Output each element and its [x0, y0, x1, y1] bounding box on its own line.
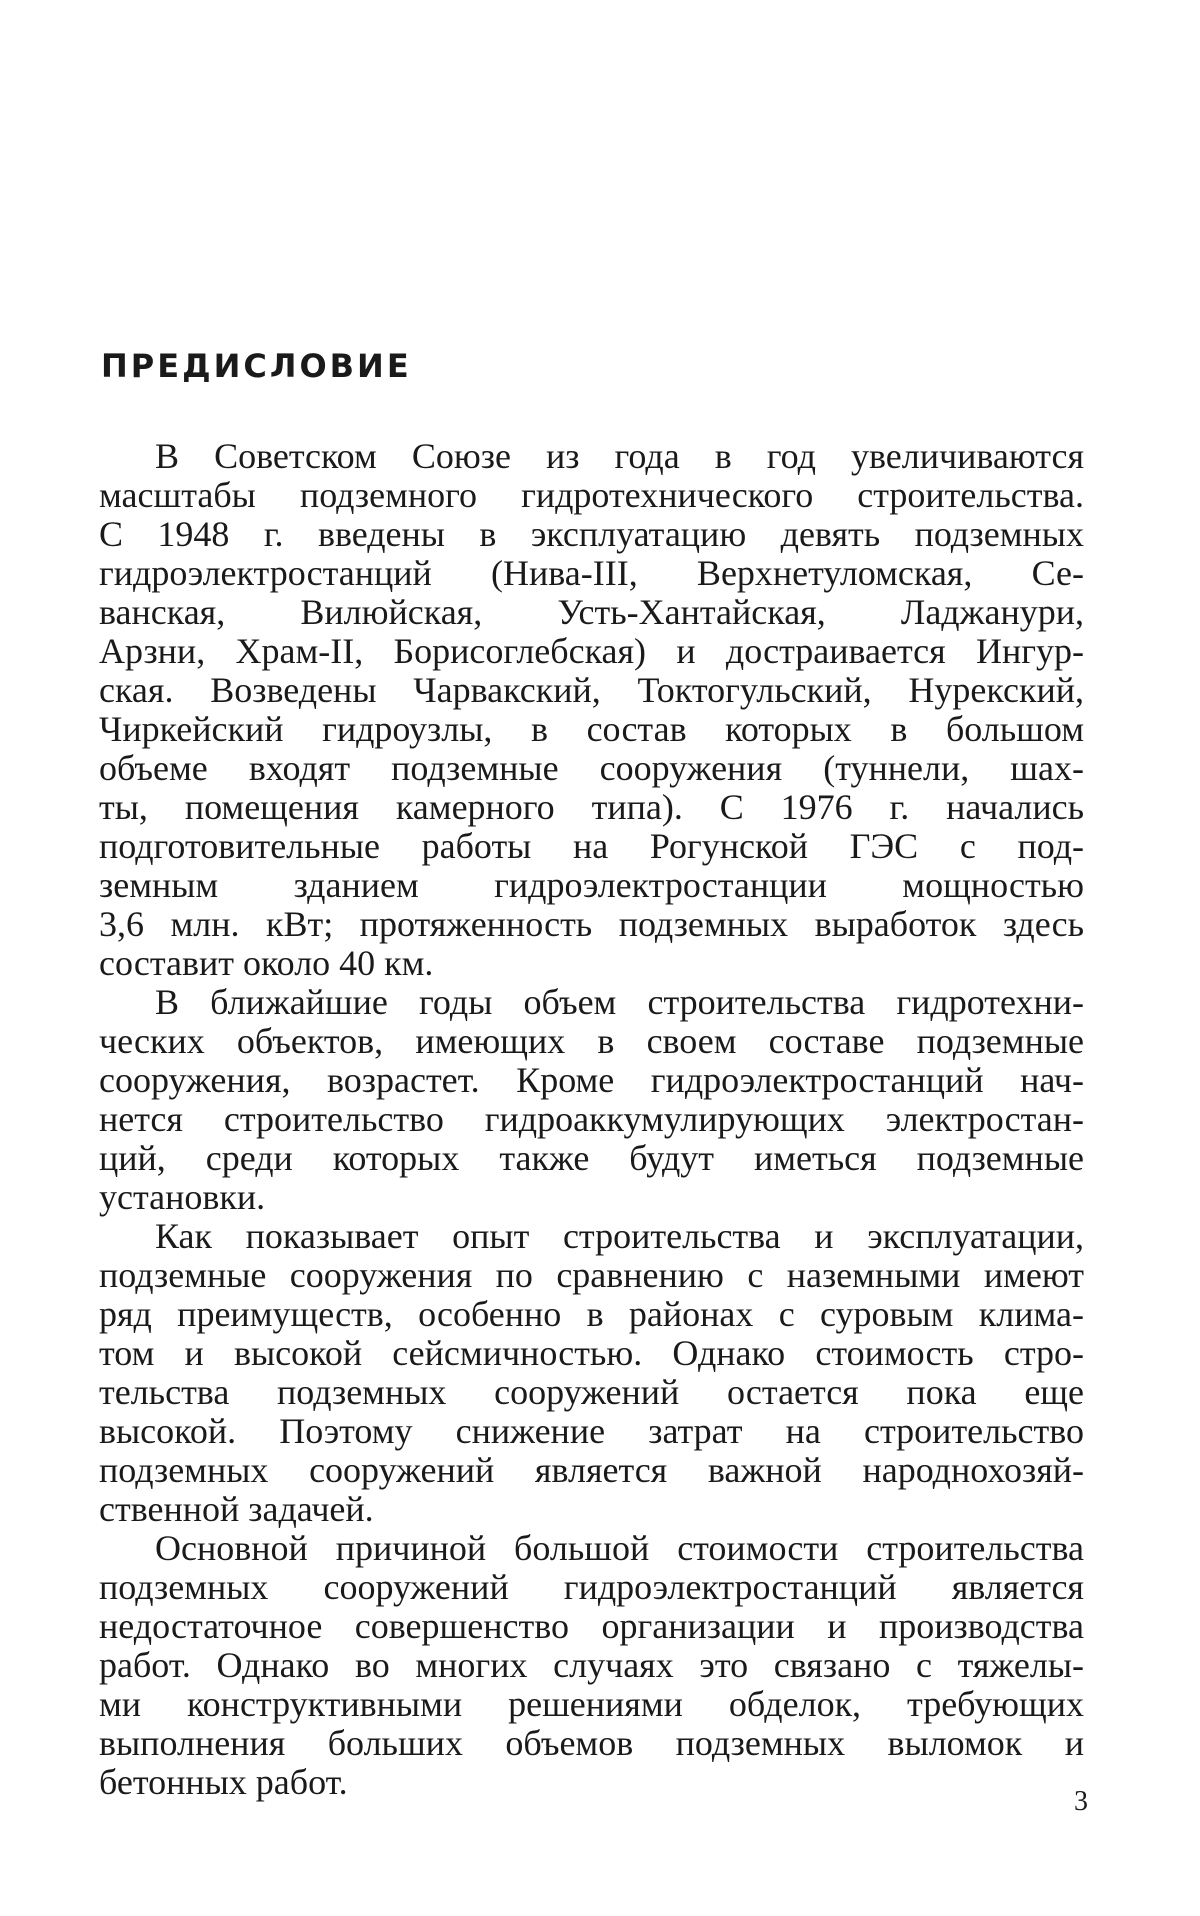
paragraph-line: подземных сооружений является важной народнохозяй-	[99, 1450, 1084, 1490]
paragraph-line: гидроэлектростанций (Нива-III, Верхнетуломская, Се-	[99, 553, 1084, 593]
paragraph-line: высокой. Поэтому снижение затрат на строительство	[99, 1411, 1084, 1451]
paragraph-line: 3,6 млн. кВт; протяженность подземных выработок здесь	[99, 904, 1084, 944]
paragraph-line: С 1948 г. введены в эксплуатацию девять подземных	[99, 514, 1084, 554]
paragraph-line: подземных сооружений гидроэлектростанций является	[99, 1567, 1084, 1607]
paragraph-line: том и высокой сейсмичностью. Однако стоимость стро-	[99, 1333, 1084, 1373]
paragraph-line: Арзни, Храм-II, Борисоглебская) и достраивается Ингур-	[99, 631, 1084, 671]
paragraph-line: ми конструктивными решениями обделок, требующих	[99, 1684, 1084, 1724]
paragraph-line: выполнения больших объемов подземных выломок и	[99, 1723, 1084, 1763]
paragraph-line: масштабы подземного гидротехнического строительства.	[99, 475, 1084, 515]
body-text	[99, 437, 1084, 1802]
paragraph-line: В Советском Союзе из года в год увеличиваются	[155, 436, 1084, 476]
paragraph-line: ская. Возведены Чарвакский, Токтогульский, Нурекский,	[99, 670, 1084, 710]
paragraph-line: Как показывает опыт строительства и эксплуатации,	[155, 1216, 1084, 1256]
paragraph-line: недостаточное совершенство организации и производства	[99, 1606, 1084, 1646]
paragraph-line: сооружения, возрастет. Кроме гидроэлектростанций нач-	[99, 1060, 1084, 1100]
paragraph-line: Основной причиной большой стоимости строительства	[155, 1528, 1084, 1568]
paragraph-line: подготовительные работы на Рогунской ГЭС с под-	[99, 826, 1084, 866]
paragraph-line: ственной задачей.	[99, 1489, 374, 1529]
paragraph-line: установки.	[99, 1177, 266, 1217]
paragraph-line: тельства подземных сооружений остается пока еще	[99, 1372, 1084, 1412]
paragraph-line: ческих объектов, имеющих в своем составе подземные	[99, 1021, 1084, 1061]
paragraph-line: ций, среди которых также будут иметься подземные	[99, 1138, 1084, 1178]
paragraph-line: ты, помещения камерного типа). С 1976 г. начались	[99, 787, 1084, 827]
page-title: ПРЕДИСЛОВИЕ	[101, 347, 412, 385]
paragraph-line: бетонных работ.	[99, 1762, 348, 1802]
paragraph-line: ванская, Вилюйская, Усть-Хантайская, Ладжанури,	[99, 592, 1084, 632]
paragraph-line: В ближайшие годы объем строительства гидротехни-	[155, 982, 1084, 1022]
paragraph-line: объеме входят подземные сооружения (туннели, шах-	[99, 748, 1084, 788]
page-number: 3	[1074, 1786, 1088, 1817]
paragraph-line: ряд преимуществ, особенно в районах с суровым клима-	[99, 1294, 1084, 1334]
paragraph-line: составит около 40 км.	[99, 943, 434, 983]
paragraph-line: нется строительство гидроаккумулирующих электростан-	[99, 1099, 1084, 1139]
paragraph-line: Чиркейский гидроузлы, в состав которых в большом	[99, 709, 1084, 749]
paragraph-line: работ. Однако во многих случаях это связано с тяжелы-	[99, 1645, 1084, 1685]
paragraph-line: подземные сооружения по сравнению с наземными имеют	[99, 1255, 1084, 1295]
paragraph-line: земным зданием гидроэлектростанции мощностью	[99, 865, 1084, 905]
